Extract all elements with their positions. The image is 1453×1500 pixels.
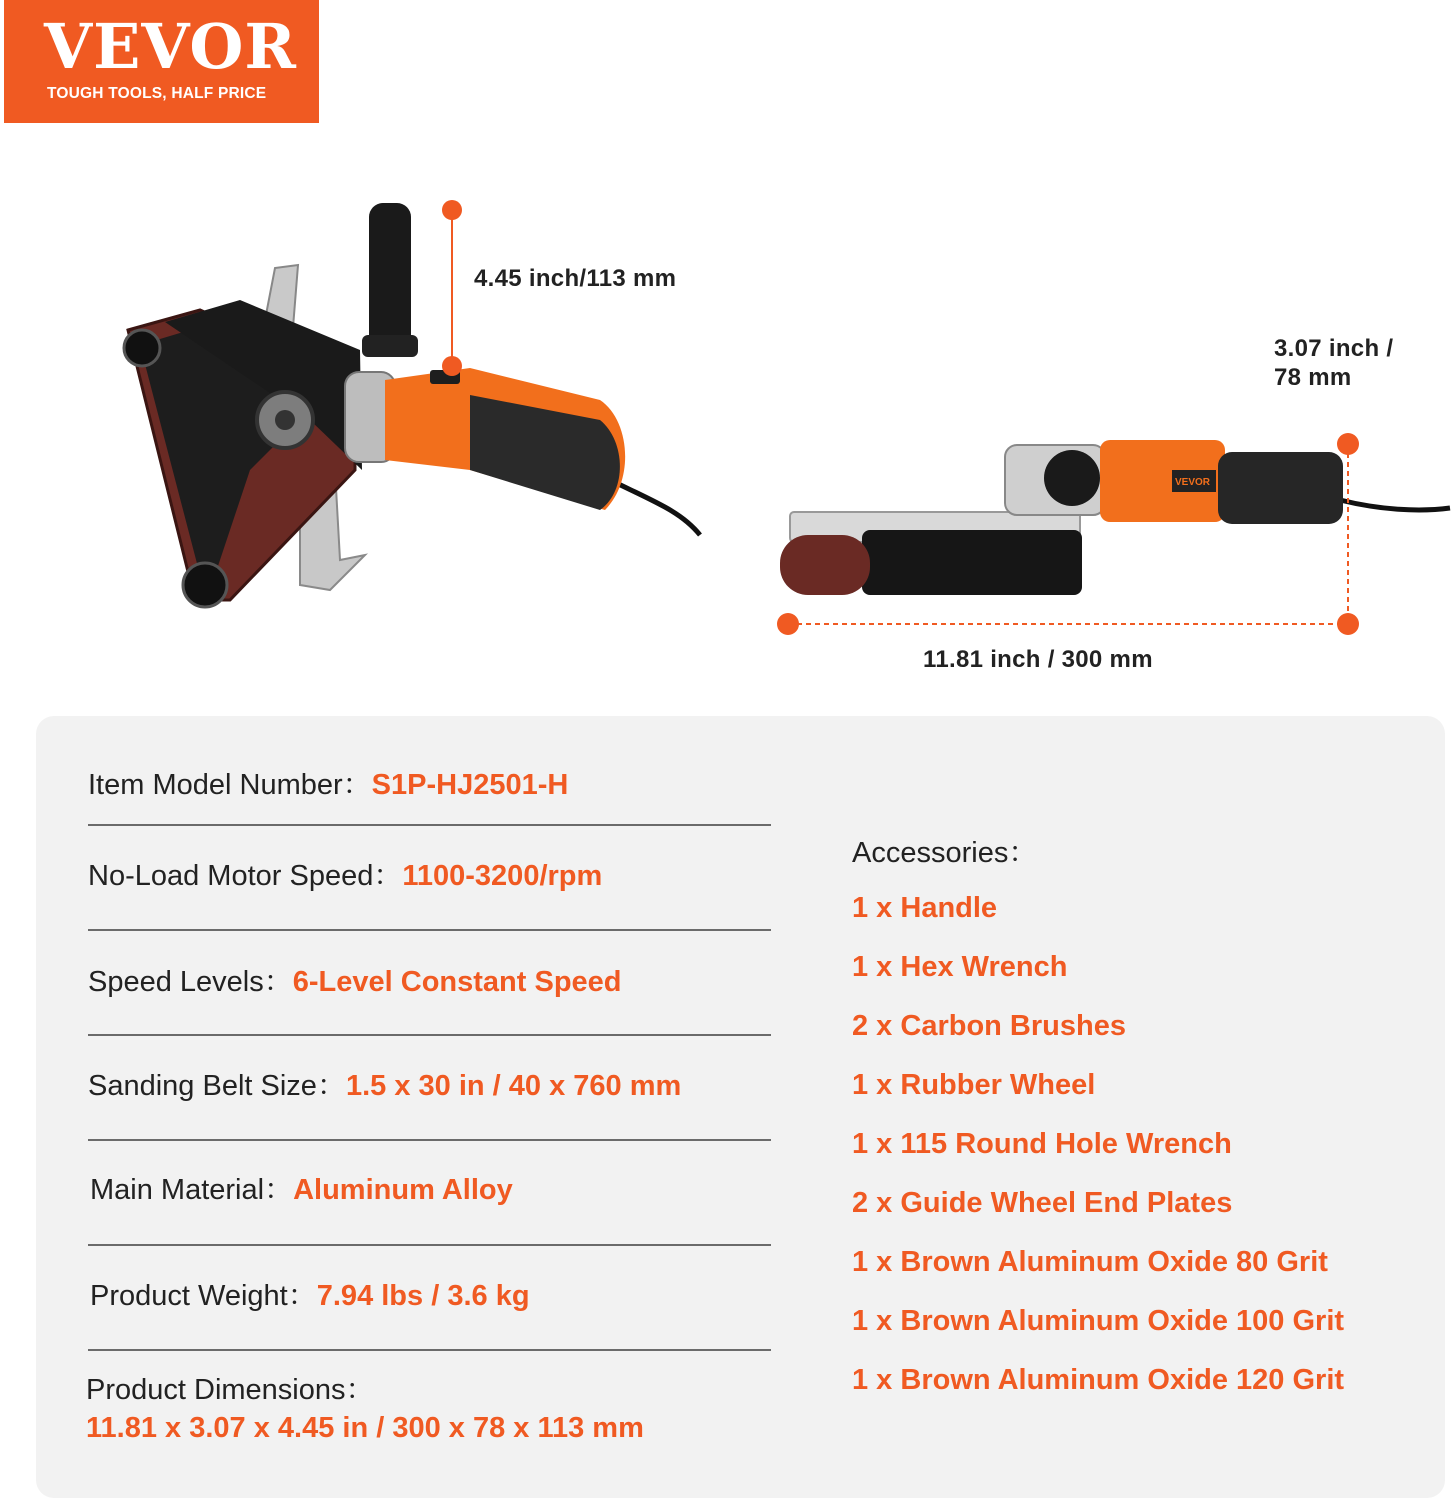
spec-value: 11.81 x 3.07 x 4.45 in / 300 x 78 x 113 mm — [86, 1412, 644, 1444]
spec-model-number: Item Model Number：S1P-HJ2501-H — [88, 769, 569, 801]
length-dimension-label: 11.81 inch / 300 mm — [923, 646, 1153, 673]
spec-motor-speed: No-Load Motor Speed：1100-3200/rpm — [88, 860, 603, 892]
list-item: 1 x Rubber Wheel — [852, 1069, 1096, 1101]
list-item: 1 x Brown Aluminum Oxide 80 Grit — [852, 1246, 1328, 1278]
logo-brand-name: VEVOR — [44, 10, 297, 83]
spec-label: Sanding Belt Size — [88, 1070, 317, 1102]
spec-product-dimensions: Product Dimensions： 11.81 x 3.07 x 4.45 in / 300 x 78 x 113 mm — [86, 1374, 644, 1444]
top-pulley — [124, 330, 160, 366]
product-photo-front — [110, 190, 710, 630]
spec-divider — [88, 1349, 771, 1351]
list-item: 1 x Hex Wrench — [852, 951, 1068, 983]
list-item: 2 x Carbon Brushes — [852, 1010, 1126, 1042]
spec-belt-size: Sanding Belt Size：1.5 x 30 in / 40 x 760 mm — [88, 1070, 682, 1102]
accessories-list — [852, 888, 1344, 1419]
spec-label: Speed Levels — [88, 966, 264, 998]
spec-value: Aluminum Alloy — [293, 1174, 513, 1206]
spec-label: Product Dimensions — [86, 1374, 346, 1406]
spec-divider — [88, 824, 771, 826]
side-handle — [369, 203, 411, 353]
spec-speed-levels: Speed Levels：6-Level Constant Speed — [88, 966, 622, 998]
spec-divider — [88, 1034, 771, 1036]
spec-value: 7.94 lbs / 3.6 kg — [316, 1280, 530, 1312]
vevor-logo — [4, 0, 319, 123]
spec-label: Main Material — [90, 1174, 265, 1206]
spec-divider — [88, 1244, 771, 1246]
spec-value: S1P-HJ2501-H — [371, 769, 569, 801]
spec-value: 6-Level Constant Speed — [292, 966, 622, 998]
list-item: 1 x Brown Aluminum Oxide 120 Grit — [852, 1364, 1345, 1396]
spec-divider — [88, 929, 771, 931]
logo-tagline: TOUGH TOOLS, HALF PRICE — [47, 85, 267, 102]
spec-label: Item Model Number — [88, 769, 343, 801]
accessories-title: Accessories： — [852, 837, 1038, 869]
width-dimension-label-line1: 3.07 inch / — [1274, 335, 1394, 362]
spec-label: Product Weight — [90, 1280, 288, 1312]
spec-label: No-Load Motor Speed — [88, 860, 374, 892]
height-dimension-label: 4.45 inch/113 mm — [474, 265, 677, 292]
height-dimension-line — [440, 198, 464, 378]
spec-divider — [88, 1139, 771, 1141]
spec-value: 1100-3200/rpm — [402, 860, 603, 892]
list-item: 1 x Brown Aluminum Oxide 100 Grit — [852, 1305, 1345, 1337]
width-dimension-label-line2: 78 mm — [1274, 364, 1352, 391]
list-item: 1 x Handle — [852, 892, 998, 924]
list-item: 2 x Guide Wheel End Plates — [852, 1187, 1233, 1219]
list-item: 1 x 115 Round Hole Wrench — [852, 1128, 1232, 1160]
spec-value: 1.5 x 30 in / 40 x 760 mm — [345, 1070, 682, 1102]
side-brand-label: VEVOR — [1175, 477, 1211, 488]
spec-product-weight: Product Weight：7.94 lbs / 3.6 kg — [90, 1280, 530, 1312]
bottom-pulley — [183, 563, 227, 607]
length-width-dimension-lines — [775, 430, 1365, 635]
spec-main-material: Main Material：Aluminum Alloy — [90, 1174, 513, 1206]
